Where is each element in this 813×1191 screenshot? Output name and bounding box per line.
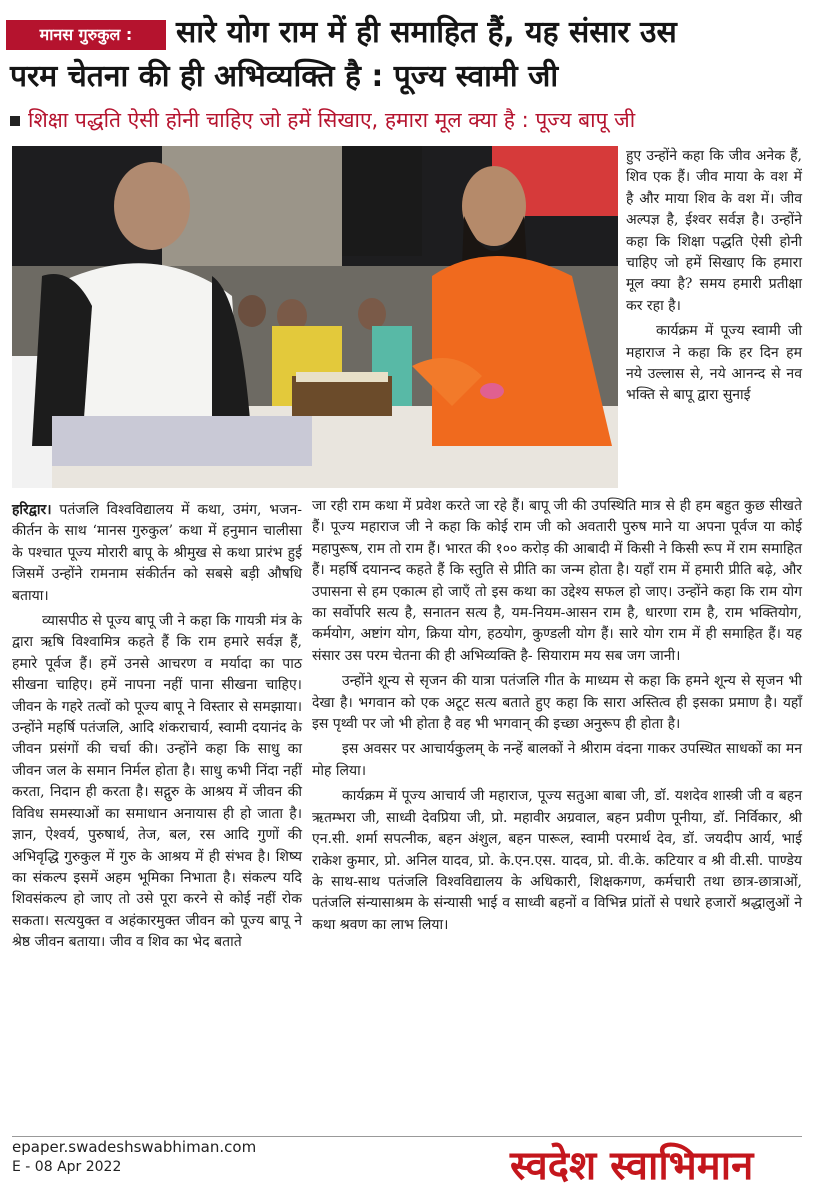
footer-divider bbox=[12, 1136, 802, 1137]
middle-paragraph-1: जा रही राम कथा में प्रवेश करते जा रहे हैं। बापू जी की उपस्थिति मात्र से ही हम बहुत कुछ सीखते हैं। पूज्य महाराज जी ने कहा कि कोई राम जी को अवतारी पुरुष माने या अपना पूर्वज या कोई महापुरूष, राम तो राम हैं। भारत की १०० करोड़ की आबादी में किसी ने किसी रूप में राम समाहित हैं। महर्षि दयानन्द कहते हैं कि स्तुति से प्रीति का जन्म होता है। यहाँ राम में हमारी प्रीति बढ़े, और उपासना से हम एकात्म हो जाएँ तो इस कथा का उद्देश्य सफल हो जाए। उन्होंने कहा कि राम योग का सर्वोपरि सत्य है, सनातन सत्य है, यम-नियम-आसन राम है, धारणा राम है, राम भक्तियोग, कर्मयोग, अष्टांग योग, क्रिया योग, हठयोग, कुण्डली योग हैं। सारे योग राम में ही समाहित हैं। यह संसार उस परम चेतना की ही अभिव्यक्ति है- सियाराम मय सब जग जानी। bbox=[312, 498, 802, 664]
subheadline-text: शिक्षा पद्धति ऐसी होनी चाहिए जो हमें सिखाए, हमारा मूल क्या है : पूज्य बापू जी bbox=[28, 108, 636, 132]
bullet-square-icon bbox=[10, 116, 20, 126]
middle-paragraph-2: उन्होंने शून्य से सृजन की यात्रा पतंजलि गीत के माध्यम से कहा कि हमने शून्य से सृजन भी देखा है। भगवान को एक अटूट सत्य बताते हुए कहा कि सारा अस्तित्व ही इसका प्रमाण है। यहाँ इस पृथ्वी पर जो भी होता है वह भी भगवान् की इच्छा अनुरूप ही होता है। bbox=[312, 673, 802, 733]
footer-date: E - 08 Apr 2022 bbox=[12, 1159, 122, 1175]
dateline: हरिद्वार। bbox=[12, 502, 52, 518]
middle-paragraph-4: कार्यक्रम में पूज्य आचार्य जी महाराज, पूज्य सतुआ बाबा जी, डॉ. यशदेव शास्त्री जी व बहन ऋतम्भरा जी, साध्वी देवप्रिया जी, प्रो. महावीर अग्रवाल, बहन प्रवीण पूनीया, डॉ. निर्विकार, श्री एन.सी. शर्मा सपत्नीक, बहन अंशुल, बहन पारूल, स्वामी परमार्थ देव, डॉ. जयदीप आर्य, भाई राकेश कुमार, प्रो. अनिल यादव, प्रो. के.एन.एस. यादव, प्रो. वी.के. कटियार व श्री वी.सी. पाण्डेय के साथ-साथ पतंजलि विश्वविद्यालय के अधिकारी, शिक्षकगण, कर्मचारी तथा छात्र-छात्राओं, पतंजलि संन्यासाश्रम के संन्यासी भाई व साध्वी बहनों व विभिन्न प्रांतों से पधारे हजारों श्रद्धालुओं ने कथा श्रवण का लाभ लिया। bbox=[312, 788, 802, 933]
news-photo bbox=[12, 146, 618, 488]
middle-column bbox=[312, 496, 802, 940]
subheadline bbox=[10, 106, 635, 134]
left-column bbox=[12, 500, 302, 958]
left-paragraph-1-text: पतंजलि विश्वविद्यालय में कथा, उमंग, भजन-कीर्तन के साथ ‘मानस गुरुकुल’ कथा में हनुमान चालीसा के पश्चात पूज्य मोरारी बापू के श्रीमुख से कथा प्रारंभ हुई जिसमें उन्होंने रामनाम संकीर्तन को सबसे बड़ी औषधि बताया। bbox=[12, 502, 302, 604]
right-paragraph-1: हुए उन्होंने कहा कि जीव अनेक हैं, शिव एक हैं। जीव माया के वश में है और माया शिव के वश में। जीव अल्पज्ञ है, ईश्वर सर्वज्ञ है। उन्होंने कहा कि शिक्षा पद्धति ऐसी होनी चाहिए जो हमें सिखाए कि हमारा मूल क्या है? समय हमारी प्रतीक्षा कर रहा है। bbox=[626, 148, 802, 314]
left-paragraph-2: व्यासपीठ से पूज्य बापू जी ने कहा कि गायत्री मंत्र के द्वारा ऋषि विश्वामित्र कहते हैं कि राम हमारे सर्वज्ञ हैं, हमारे पूर्वज हैं। हमें उनसे आचरण व मर्यादा का पाठ सीखना चाहिए। हमें नापना नहीं पाना सीखना चाहिए। जीवन के गहरे तत्वों को पूज्य बापू ने विस्तार से समझाया। उन्होंने महर्षि पतंजलि, आदि शंकराचार्य, स्वामी दयानंद के जीवन प्रसंगों की चर्चा की। उन्होंने कहा कि साधु का जीवन जल के समान निर्मल होता है। साधु कभी निंदा नहीं करता, निदान ही करता है। सद्गुरु के आश्रय में जीवन की विविध समस्याओं का समाधान अनायास ही हो जाता है। ज्ञान, ऐश्वर्य, पुरुषार्थ, तेज, बल, रस आदि गुणों की अभिवृद्धि गुरुकुल में गुरु के आश्रय में ही संभव है। शिष्य का संकल्प इसमें अहम भूमिका निभाता है। संकल्प यदि शिवसंकल्प हो जाए तो उसे पूरा करने से कोई नहीं रोक सकता। सत्ययुक्त व अहंकारमुक्त जीवन को पूज्य बापू ने श्रेष्ठ जीवन बताया। जीव व शिव का भेद बताते bbox=[12, 613, 302, 951]
right-column bbox=[626, 146, 802, 411]
middle-paragraph-3: इस अवसर पर आचार्यकुलम् के नन्हें बालकों ने श्रीराम वंदना गाकर उपस्थित साधकों का मन मोह लिया। bbox=[312, 741, 802, 779]
left-paragraph-1 bbox=[12, 500, 302, 607]
photo-illustration bbox=[12, 146, 618, 488]
right-paragraph-2: कार्यक्रम में पूज्य स्वामी जी महाराज ने कहा कि हर दिन हम नये उल्लास से, नये आनन्द से नव भक्ति से बापू द्वारा सुनाई bbox=[626, 323, 802, 404]
footer-url[interactable]: epaper.swadeshswabhiman.com bbox=[12, 1138, 257, 1156]
section-tag: मानस गुरुकुल : bbox=[6, 20, 166, 50]
masthead-logo: स्वदेश स्वाभिमान bbox=[510, 1142, 754, 1189]
headline-line-1: सारे योग राम में ही समाहित हैं, यह संसार उस bbox=[176, 15, 677, 50]
headline-line-2: परम चेतना की ही अभिव्यक्ति है : पूज्य स्वामी जी bbox=[10, 59, 559, 94]
